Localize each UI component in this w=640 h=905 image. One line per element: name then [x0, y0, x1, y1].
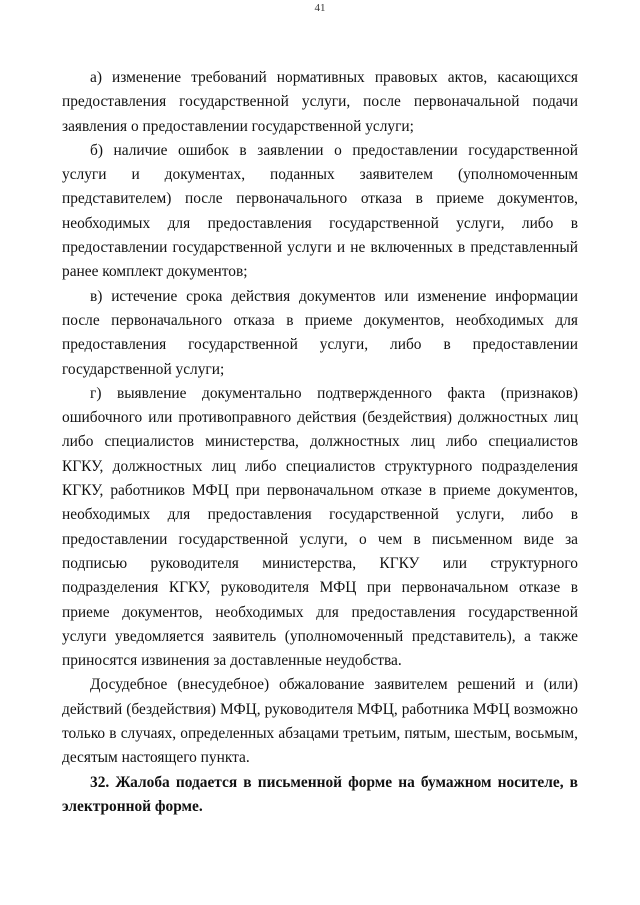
paragraph-v: в) истечение срока действия документов или изменение информации после первоначального отказа в приеме документов, необходимых для предоставления государственной услуги, либо в предоставлении государственной услуги;	[62, 287, 578, 378]
paragraph-g: г) выявление документально подтвержденного факта (признаков) ошибочного или противоправного действия (бездействия) должностных лиц либо специалистов министерства, должностных лиц либо специалистов КГКУ, должностных лиц либо специалистов структурного подразделения КГКУ, работников МФЦ при первоначальном отказе в приеме документов, необходимых для предоставления государственной услуги, либо в предоставлении государственной услуги, о чем в письменном виде за подписью руководителя министерства, КГКУ или структурного подразделения КГКУ, руководителя МФЦ при первоначальном отказе в приеме документов, необходимых для предоставления государственной услуги уведомляется заявитель (уполномоченный представитель), а также приносятся извинения за доставленные неудобства.	[62, 384, 578, 670]
paragraph-appeal-limitation: Досудебное (внесудебное) обжалование заявителем решений и (или) действий (бездействия) МФЦ, руководителя МФЦ, работника МФЦ возможно только в случаях, определенных абзацами третьим, пятым, шестым, восьмым, десятым настоящего пункта.	[62, 676, 578, 767]
document-body	[62, 66, 578, 819]
paragraph-b: б) наличие ошибок в заявлении о предоставлении государственной услуги и документах, поданных заявителем (уполномоченным представителем) после первоначального отказа в приеме документов, необходимых для предоставления государственной услуги, либо в предоставлении государственной услуги и не включенных в представленный ранее комплект документов;	[62, 141, 578, 281]
paragraph-32-heading: 32. Жалоба подается в письменной форме на бумажном носителе, в электронной форме.	[62, 773, 578, 815]
paragraph-a: а) изменение требований нормативных правовых актов, касающихся предоставления государственной услуги, после первоначальной подачи заявления о предоставлении государственной услуги;	[62, 69, 578, 135]
page-number: 41	[314, 2, 326, 14]
